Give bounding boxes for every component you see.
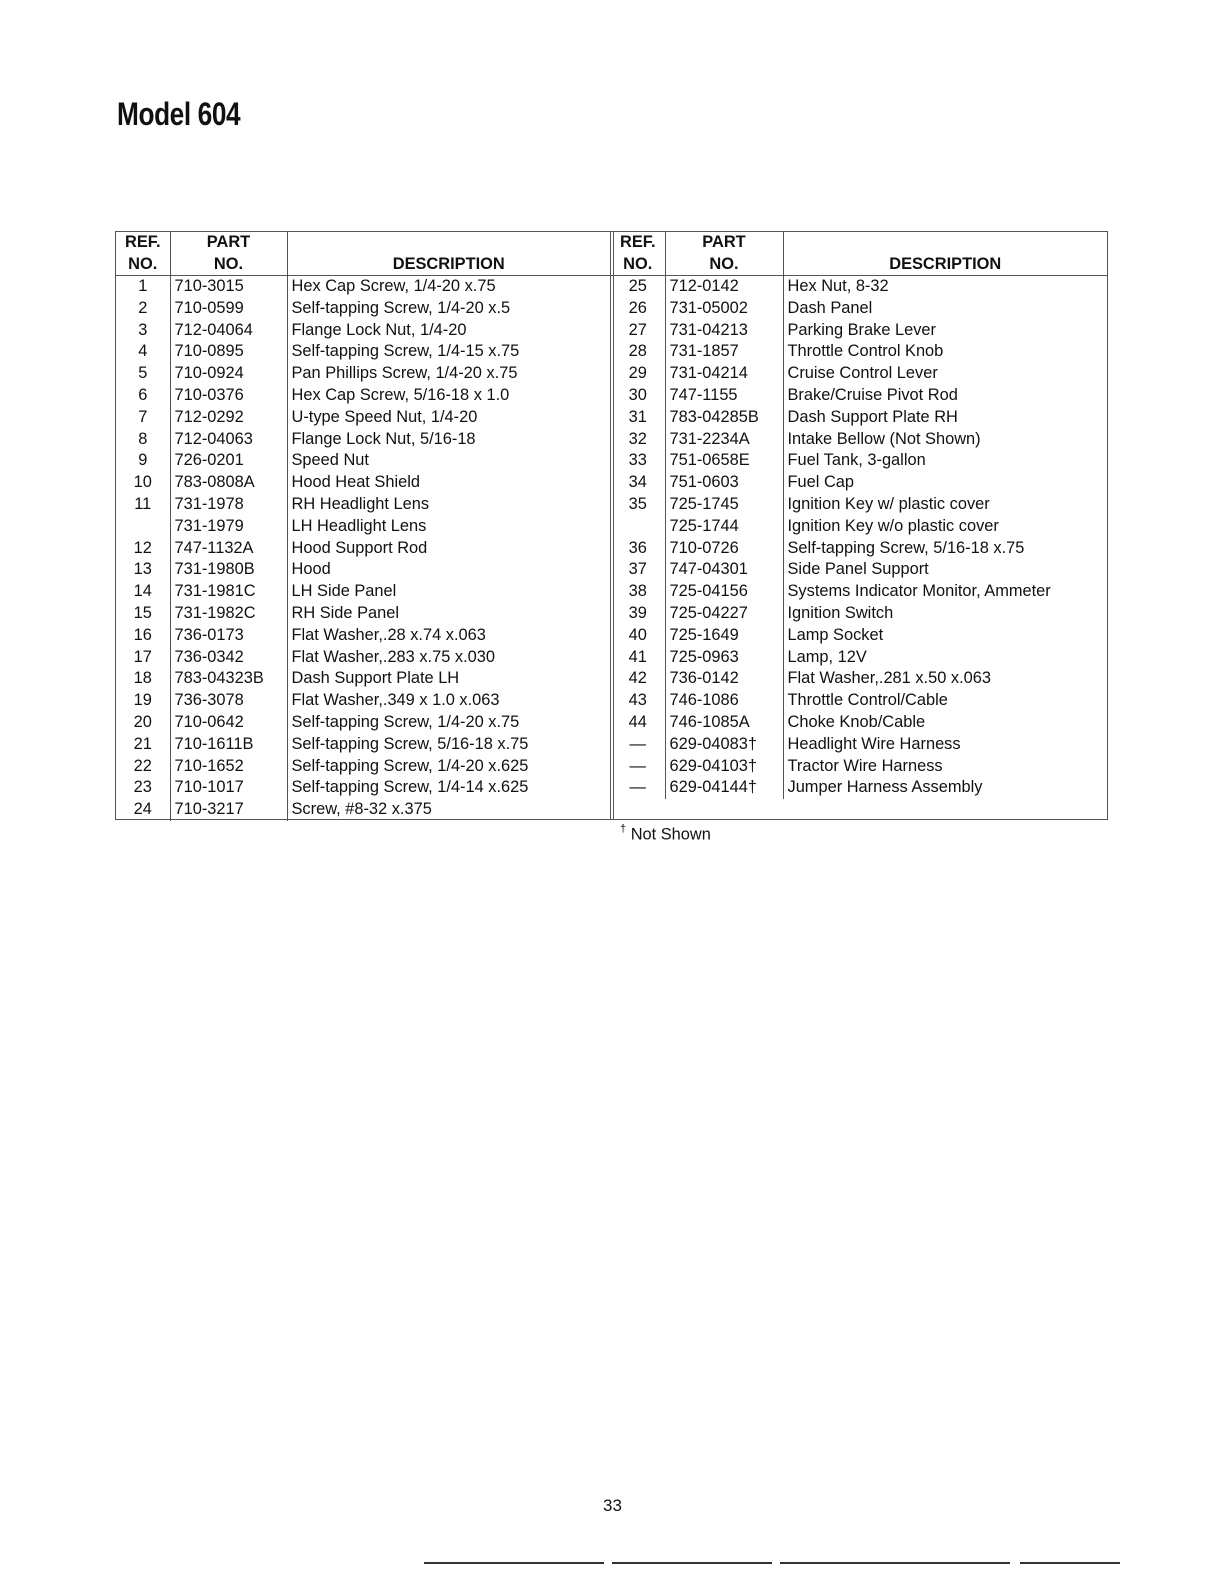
description-cell: Screw, #8-32 x.375 <box>287 799 610 821</box>
page-number: 33 <box>603 1496 622 1515</box>
ref-no-cell: 38 <box>628 582 647 601</box>
ref-no-cell: — <box>629 734 646 753</box>
scan-artifact <box>1020 1562 1120 1564</box>
description-cell: RH Headlight Lens <box>287 494 610 516</box>
part-no-cell: 725-1649 <box>665 625 783 647</box>
table-row <box>116 777 610 799</box>
table-row <box>611 559 1107 581</box>
part-no-cell: 731-1978 <box>170 494 287 516</box>
table-row <box>611 320 1107 342</box>
table-row <box>611 625 1107 647</box>
part-no-cell: 710-3015 <box>170 276 287 298</box>
part-no-cell: 710-1017 <box>170 777 287 799</box>
description-cell: Systems Indicator Monitor, Ammeter <box>783 581 1107 603</box>
table-row <box>611 494 1107 516</box>
ref-no-cell: 29 <box>628 364 647 383</box>
part-no-cell: 736-0342 <box>170 647 287 669</box>
ref-no-cell: 4 <box>138 342 148 361</box>
parts-table-left <box>116 232 610 821</box>
footnote-text: Not Shown <box>630 825 711 844</box>
description-cell: Ignition Key w/o plastic cover <box>783 516 1107 538</box>
description-cell: LH Side Panel <box>287 581 610 603</box>
page-title: Model 604 <box>117 96 241 132</box>
table-row <box>611 756 1107 778</box>
part-no-header: PART NO. <box>665 232 783 276</box>
scan-artifact <box>424 1562 604 1564</box>
ref-no-cell: — <box>629 756 646 775</box>
table-row <box>611 647 1107 669</box>
table-row <box>611 668 1107 690</box>
part-no-cell: 751-0603 <box>665 472 783 494</box>
ref-no-cell <box>116 516 170 538</box>
part-no-cell: 629-04083† <box>665 734 783 756</box>
description-header: DESCRIPTION <box>783 232 1107 276</box>
table-row <box>611 690 1107 712</box>
ref-no-cell: 1 <box>138 277 148 295</box>
part-no-cell: 731-04214 <box>665 363 783 385</box>
description-cell: Hex Nut, 8-32 <box>783 276 1107 298</box>
parts-table-right-body <box>611 276 1107 800</box>
ref-no-cell: 5 <box>138 364 148 383</box>
part-no-cell: 736-0142 <box>665 668 783 690</box>
part-no-cell: 747-1132A <box>170 538 287 560</box>
part-no-cell: 783-04323B <box>170 668 287 690</box>
ref-no-cell: 42 <box>628 669 647 688</box>
ref-no-cell: 16 <box>133 625 152 644</box>
ref-no-cell: 27 <box>628 320 647 339</box>
table-row <box>611 581 1107 603</box>
scan-artifact <box>612 1562 772 1564</box>
ref-no-cell: 26 <box>628 298 647 317</box>
ref-no-cell: 34 <box>628 473 647 492</box>
ref-no-cell: 11 <box>134 494 152 513</box>
ref-no-cell: 32 <box>628 429 647 448</box>
ref-no-cell: 2 <box>138 298 148 317</box>
part-no-cell: 731-1979 <box>170 516 287 538</box>
description-cell: Jumper Harness Assembly <box>783 777 1107 799</box>
table-row <box>116 298 610 320</box>
ref-no-cell: 35 <box>628 494 647 513</box>
table-row <box>116 690 610 712</box>
table-row <box>116 756 610 778</box>
description-cell: Intake Bellow (Not Shown) <box>783 429 1107 451</box>
part-no-cell: 710-0895 <box>170 341 287 363</box>
ref-no-cell: 12 <box>133 538 152 557</box>
part-no-cell: 725-04156 <box>665 581 783 603</box>
table-row <box>116 603 610 625</box>
ref-no-cell: — <box>629 778 646 797</box>
table-row <box>611 450 1107 472</box>
description-cell: Dash Support Plate RH <box>783 407 1107 429</box>
ref-no-cell: 39 <box>628 603 647 622</box>
ref-no-header: REF. NO. <box>116 232 170 276</box>
description-cell: Ignition Switch <box>783 603 1107 625</box>
ref-no-cell: 30 <box>628 385 647 404</box>
table-row <box>116 581 610 603</box>
ref-no-cell: 31 <box>628 407 647 426</box>
part-no-cell: 725-04227 <box>665 603 783 625</box>
part-no-cell: 731-1981C <box>170 581 287 603</box>
description-cell: Flat Washer,.349 x 1.0 x.063 <box>287 690 610 712</box>
part-no-cell: 746-1086 <box>665 690 783 712</box>
table-row <box>611 385 1107 407</box>
description-cell: Hex Cap Screw, 5/16-18 x 1.0 <box>287 385 610 407</box>
ref-no-cell: 37 <box>628 560 647 579</box>
part-no-cell: 629-04103† <box>665 756 783 778</box>
ref-no-cell: 20 <box>133 712 152 731</box>
part-no-cell: 725-1745 <box>665 494 783 516</box>
part-no-cell: 710-0726 <box>665 538 783 560</box>
description-cell: Headlight Wire Harness <box>783 734 1107 756</box>
table-row <box>611 276 1107 298</box>
table-row <box>611 429 1107 451</box>
ref-no-cell: 17 <box>133 647 152 666</box>
description-cell: Self-tapping Screw, 1/4-20 x.75 <box>287 712 610 734</box>
ref-no-cell: 9 <box>138 451 148 470</box>
description-cell: Hex Cap Screw, 1/4-20 x.75 <box>287 276 610 298</box>
part-no-cell: 710-1652 <box>170 756 287 778</box>
part-no-cell: 746-1085A <box>665 712 783 734</box>
table-row <box>116 799 610 821</box>
description-cell: Self-tapping Screw, 1/4-14 x.625 <box>287 777 610 799</box>
table-row <box>611 603 1107 625</box>
description-cell: Throttle Control Knob <box>783 341 1107 363</box>
ref-no-cell: 8 <box>138 429 148 448</box>
table-row <box>611 538 1107 560</box>
ref-no-cell: 21 <box>133 734 152 753</box>
part-no-cell: 712-04064 <box>170 320 287 342</box>
description-cell: Hood <box>287 559 610 581</box>
table-row <box>611 341 1107 363</box>
table-row <box>116 712 610 734</box>
part-no-cell: 710-0642 <box>170 712 287 734</box>
ref-no-cell: 36 <box>628 538 647 557</box>
table-row <box>116 320 610 342</box>
part-no-cell: 736-3078 <box>170 690 287 712</box>
description-cell: Tractor Wire Harness <box>783 756 1107 778</box>
description-cell: Self-tapping Screw, 5/16-18 x.75 <box>783 538 1107 560</box>
description-cell: RH Side Panel <box>287 603 610 625</box>
description-cell: Flange Lock Nut, 5/16-18 <box>287 429 610 451</box>
table-row <box>116 516 610 538</box>
part-no-cell: 747-1155 <box>665 385 783 407</box>
description-cell: Flat Washer,.283 x.75 x.030 <box>287 647 610 669</box>
description-cell: Ignition Key w/ plastic cover <box>783 494 1107 516</box>
ref-no-cell: 15 <box>133 603 152 622</box>
description-cell: Choke Knob/Cable <box>783 712 1107 734</box>
description-cell: Self-tapping Screw, 1/4-15 x.75 <box>287 341 610 363</box>
part-no-cell: 725-0963 <box>665 647 783 669</box>
part-no-cell: 731-05002 <box>665 298 783 320</box>
ref-no-cell: 43 <box>628 691 647 710</box>
table-row <box>116 472 610 494</box>
table-row <box>611 734 1107 756</box>
footnote <box>620 824 711 844</box>
table-row <box>116 559 610 581</box>
part-no-cell: 710-3217 <box>170 799 287 821</box>
description-cell: Flat Washer,.281 x.50 x.063 <box>783 668 1107 690</box>
description-cell: Lamp, 12V <box>783 647 1107 669</box>
description-header: DESCRIPTION <box>287 232 610 276</box>
ref-no-cell: 18 <box>133 669 152 688</box>
part-no-cell: 710-1611B <box>170 734 287 756</box>
table-row <box>611 363 1107 385</box>
description-cell: U-type Speed Nut, 1/4-20 <box>287 407 610 429</box>
dagger-mark: † <box>620 823 627 835</box>
table-row <box>116 429 610 451</box>
part-no-cell: 731-1980B <box>170 559 287 581</box>
part-no-header: PART NO. <box>170 232 287 276</box>
table-row <box>116 668 610 690</box>
ref-no-cell: 33 <box>628 451 647 470</box>
table-row <box>116 538 610 560</box>
description-cell: Speed Nut <box>287 450 610 472</box>
part-no-cell: 731-04213 <box>665 320 783 342</box>
part-no-cell: 783-04285B <box>665 407 783 429</box>
part-no-cell: 747-04301 <box>665 559 783 581</box>
part-no-cell: 736-0173 <box>170 625 287 647</box>
ref-no-cell: 40 <box>628 625 647 644</box>
part-no-cell: 731-2234A <box>665 429 783 451</box>
ref-no-cell <box>611 516 665 538</box>
ref-no-cell: 28 <box>628 342 647 361</box>
description-cell: Brake/Cruise Pivot Rod <box>783 385 1107 407</box>
parts-list <box>115 231 1108 820</box>
description-cell: Hood Support Rod <box>287 538 610 560</box>
table-row <box>116 363 610 385</box>
table-row <box>116 407 610 429</box>
description-cell: Fuel Tank, 3-gallon <box>783 450 1107 472</box>
ref-no-cell: 25 <box>628 277 647 295</box>
table-row <box>611 777 1107 799</box>
ref-no-cell: 44 <box>628 712 647 731</box>
ref-no-header: REF. NO. <box>611 232 665 276</box>
part-no-cell: 712-04063 <box>170 429 287 451</box>
description-cell: LH Headlight Lens <box>287 516 610 538</box>
ref-no-cell: 14 <box>133 582 152 601</box>
ref-no-cell: 41 <box>628 647 647 666</box>
description-cell: Flange Lock Nut, 1/4-20 <box>287 320 610 342</box>
ref-no-cell: 6 <box>138 385 148 404</box>
table-row <box>116 385 610 407</box>
part-no-cell: 731-1982C <box>170 603 287 625</box>
description-cell: Dash Panel <box>783 298 1107 320</box>
description-cell: Cruise Control Lever <box>783 363 1107 385</box>
part-no-cell: 726-0201 <box>170 450 287 472</box>
parts-table-right <box>611 232 1107 799</box>
part-no-cell: 783-0808A <box>170 472 287 494</box>
table-row <box>611 407 1107 429</box>
description-cell: Side Panel Support <box>783 559 1107 581</box>
parts-table-left-body <box>116 276 610 821</box>
scan-artifact <box>780 1562 1010 1564</box>
table-row <box>611 712 1107 734</box>
description-cell: Parking Brake Lever <box>783 320 1107 342</box>
part-no-cell: 629-04144† <box>665 777 783 799</box>
ref-no-cell: 23 <box>133 778 152 797</box>
part-no-cell: 751-0658E <box>665 450 783 472</box>
part-no-cell: 710-0376 <box>170 385 287 407</box>
description-cell: Self-tapping Screw, 5/16-18 x.75 <box>287 734 610 756</box>
part-no-cell: 725-1744 <box>665 516 783 538</box>
ref-no-cell: 19 <box>133 691 152 710</box>
ref-no-cell: 7 <box>138 407 148 426</box>
part-no-cell: 710-0599 <box>170 298 287 320</box>
table-row <box>116 647 610 669</box>
table-row <box>116 494 610 516</box>
ref-no-cell: 10 <box>133 473 152 492</box>
table-row <box>116 450 610 472</box>
table-row <box>116 341 610 363</box>
part-no-cell: 712-0142 <box>665 276 783 298</box>
ref-no-cell: 3 <box>138 320 148 339</box>
part-no-cell: 712-0292 <box>170 407 287 429</box>
table-row <box>611 516 1107 538</box>
description-cell: Self-tapping Screw, 1/4-20 x.625 <box>287 756 610 778</box>
description-cell: Pan Phillips Screw, 1/4-20 x.75 <box>287 363 610 385</box>
ref-no-cell: 24 <box>133 800 152 819</box>
table-row <box>116 734 610 756</box>
description-cell: Hood Heat Shield <box>287 472 610 494</box>
table-row <box>116 625 610 647</box>
description-cell: Fuel Cap <box>783 472 1107 494</box>
table-row <box>611 298 1107 320</box>
table-row <box>611 472 1107 494</box>
description-cell: Dash Support Plate LH <box>287 668 610 690</box>
description-cell: Flat Washer,.28 x.74 x.063 <box>287 625 610 647</box>
table-row <box>116 276 610 298</box>
description-cell: Lamp Socket <box>783 625 1107 647</box>
ref-no-cell: 22 <box>133 756 152 775</box>
description-cell: Self-tapping Screw, 1/4-20 x.5 <box>287 298 610 320</box>
part-no-cell: 731-1857 <box>665 341 783 363</box>
part-no-cell: 710-0924 <box>170 363 287 385</box>
description-cell: Throttle Control/Cable <box>783 690 1107 712</box>
ref-no-cell: 13 <box>133 560 152 579</box>
